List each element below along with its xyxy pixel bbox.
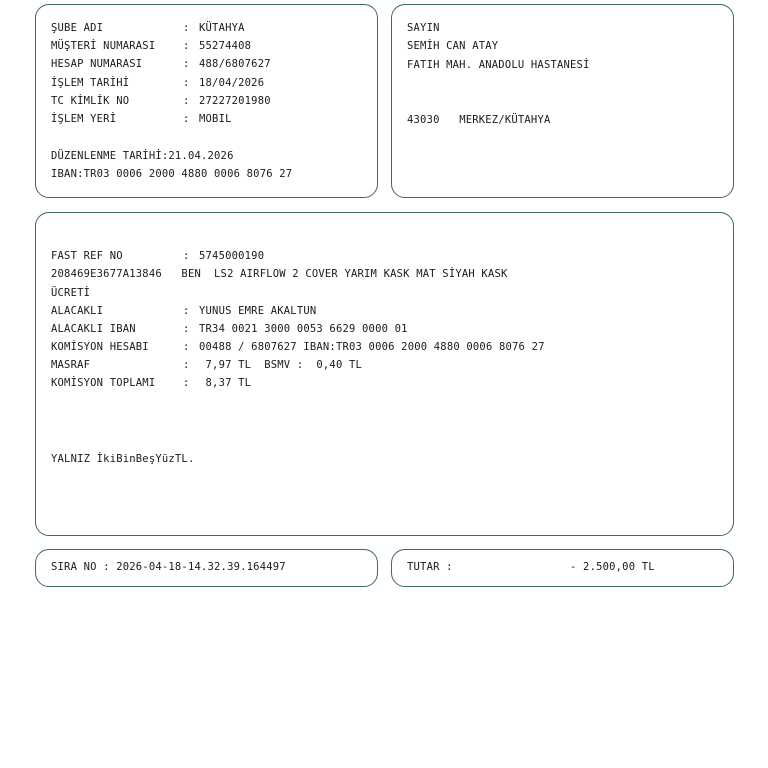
fast-ref-value: 5745000190 <box>199 250 265 262</box>
tc-id-value: 27227201980 <box>199 95 271 107</box>
description-line-1: 208469E3677A13846 BEN LS2 AIRFLOW 2 COVER YARIM KASK MAT SİYAH KASK <box>51 268 508 280</box>
payee-iban-label: ALACAKLI IBAN <box>51 323 136 335</box>
fee-value: 7,97 TL BSMV : 0,40 TL <box>199 359 363 371</box>
fast-ref-label: FAST REF NO <box>51 250 123 262</box>
postal-code: 43030 <box>407 114 440 126</box>
transaction-date-label: İŞLEM TARİHİ <box>51 77 130 89</box>
amount-value: - 2.500,00 TL <box>570 561 655 573</box>
customer-number-value: 55274408 <box>199 40 252 52</box>
transaction-details-panel <box>35 212 734 536</box>
transaction-date-row: İŞLEM TARİHİ : 18/04/2026 <box>51 77 265 89</box>
issue-date: DÜZENLENME TARİHİ:21.04.2026 <box>51 150 234 162</box>
payee-iban-row: ALACAKLI IBAN : TR34 0021 3000 0053 6629 0000 01 <box>51 323 408 335</box>
customer-address-panel <box>391 4 734 198</box>
commission-total-value: 8,37 TL <box>199 377 252 389</box>
fee-row: MASRAF : 7,97 TL BSMV : 0,40 TL <box>51 359 363 371</box>
sequence-number: SIRA NO : 2026-04-18-14.32.39.164497 <box>51 561 286 573</box>
transaction-date-value: 18/04/2026 <box>199 77 265 89</box>
transaction-place-value: MOBIL <box>199 113 232 125</box>
fee-label: MASRAF <box>51 359 91 371</box>
commission-total-label: KOMİSYON TOPLAMI <box>51 377 156 389</box>
commission-account-value: 00488 / 6807627 IBAN:TR03 0006 2000 4880 0006 8076 27 <box>199 341 545 353</box>
branch-name-value: KÜTAHYA <box>199 22 245 34</box>
account-number-row: HESAP NUMARASI : 488/6807627 <box>51 58 271 70</box>
amount-panel <box>391 549 734 587</box>
branch-row: ŞUBE ADI : KÜTAHYA <box>51 22 245 34</box>
amount-label: TUTAR : <box>407 561 453 573</box>
commission-account-label: KOMİSYON HESABI <box>51 341 149 353</box>
payee-label: ALACAKLI <box>51 305 104 317</box>
tc-id-label: TC KİMLİK NO <box>51 95 130 107</box>
city: MERKEZ/KÜTAHYA <box>459 114 551 126</box>
customer-number-row: MÜŞTERİ NUMARASI : 55274408 <box>51 40 252 52</box>
branch-name-label: ŞUBE ADI <box>51 22 104 34</box>
account-iban: IBAN:TR03 0006 2000 4880 0006 8076 27 <box>51 168 293 180</box>
payee-value: YUNUS EMRE AKALTUN <box>199 305 317 317</box>
customer-address: FATIH MAH. ANADOLU HASTANESİ <box>407 59 590 71</box>
fast-ref-row: FAST REF NO : 5745000190 <box>51 250 265 262</box>
customer-name: SEMİH CAN ATAY <box>407 40 499 52</box>
payee-row: ALACAKLI : YUNUS EMRE AKALTUN <box>51 305 317 317</box>
description-line-2: ÜCRETİ <box>51 287 91 299</box>
account-number-label: HESAP NUMARASI <box>51 58 143 70</box>
account-info-panel <box>35 4 378 198</box>
transaction-place-row: İŞLEM YERİ : MOBIL <box>51 113 232 125</box>
amount-in-words: YALNIZ İkiBinBeşYüzTL. <box>51 453 195 465</box>
account-number-value: 488/6807627 <box>199 58 271 70</box>
salutation: SAYIN <box>407 22 440 34</box>
transaction-place-label: İŞLEM YERİ <box>51 113 117 125</box>
payee-iban-value: TR34 0021 3000 0053 6629 0000 01 <box>199 323 408 335</box>
commission-account-row: KOMİSYON HESABI : 00488 / 6807627 IBAN:TR03 0006 2000 4880 0006 8076 27 <box>51 341 545 353</box>
tc-id-row: TC KİMLİK NO : 27227201980 <box>51 95 271 107</box>
commission-total-row: KOMİSYON TOPLAMI : 8,37 TL <box>51 377 252 389</box>
customer-number-label: MÜŞTERİ NUMARASI <box>51 40 156 52</box>
sequence-number-panel <box>35 549 378 587</box>
customer-city-row <box>407 114 551 126</box>
